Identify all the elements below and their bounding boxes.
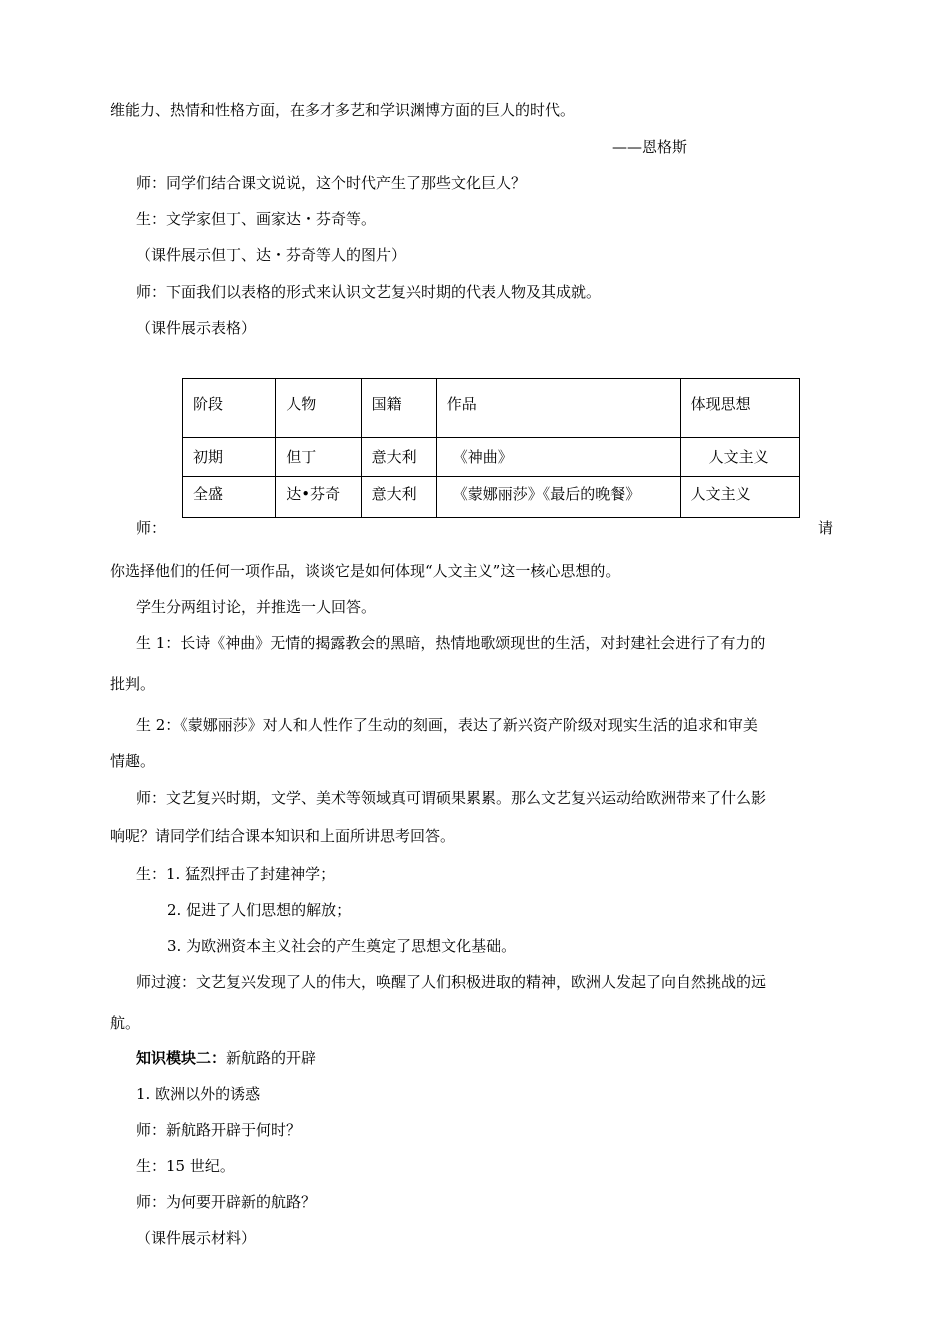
representative-works-table (182, 378, 800, 518)
table-row (183, 477, 800, 518)
dialogue-line: 师：下面我们以表格的形式来认识文艺复兴时期的代表人物及其成就。 (136, 283, 602, 301)
paragraph-line: 维能力、热情和性格方面，在多才多艺和学识渊博方面的巨人的时代。 (110, 101, 576, 119)
dialogue-line: 师：同学们结合课文说说，这个时代产生了那些文化巨人？ (136, 174, 527, 192)
dialogue-continuation: 请 (818, 519, 834, 537)
table-header-row (183, 379, 800, 438)
subsection-heading: 1. 欧洲以外的诱惑 (136, 1085, 261, 1103)
table-cell: 但丁 (276, 438, 361, 477)
section-heading-title: 新航路的开辟 (226, 1049, 317, 1067)
table-cell: 人文主义 (680, 438, 799, 477)
transition-line: 航。 (110, 1014, 141, 1032)
dialogue-line: 师：为何要开辟新的航路？ (136, 1193, 317, 1211)
table-header-cell: 作品 (436, 379, 680, 438)
answer-line: 生：15 世纪。 (136, 1157, 235, 1175)
table-cell: 初期 (183, 438, 276, 477)
stage-note: （课件展示材料） (136, 1229, 257, 1247)
table-cell: 全盛 (183, 477, 276, 518)
paragraph-line: 你选择他们的任何一项作品，谈谈它是如何体现“人文主义”这一核心思想的。 (110, 562, 621, 580)
dialogue-line: 响呢？请同学们结合课本知识和上面所讲思考回答。 (110, 827, 456, 845)
table-cell: 《神曲》 (436, 438, 680, 477)
table-cell: 人文主义 (680, 477, 799, 518)
paragraph-line: 学生分两组讨论，并推选一人回答。 (136, 598, 377, 616)
dialogue-line: 生：文学家但丁、画家达・芬奇等。 (136, 210, 377, 228)
dialogue-prefix: 师： (136, 519, 167, 537)
answer-line: 情趣。 (110, 752, 156, 770)
answer-line: 生 1：长诗《神曲》无情的揭露教会的黑暗，热情地歌颂现世的生活，对封建社会进行了有力的 (136, 634, 766, 652)
transition-line: 师过渡：文艺复兴发现了人的伟大，唤醒了人们积极进取的精神，欧洲人发起了向自然挑战的远 (136, 973, 767, 991)
table-cell: 意大利 (361, 477, 436, 518)
answer-line: 2. 促进了人们思想的解放； (167, 901, 352, 919)
table-header-cell: 国籍 (361, 379, 436, 438)
table-cell: 意大利 (361, 438, 436, 477)
section-heading-label: 知识模块二： (136, 1049, 227, 1067)
section-heading (136, 1048, 316, 1068)
table-cell: 达•芬奇 (276, 477, 361, 518)
dialogue-line: 师：新航路开辟于何时？ (136, 1121, 302, 1139)
dialogue-line: 师：文艺复兴时期，文学、美术等领域真可谓硕果累累。那么文艺复兴运动给欧洲带来了什么影 (136, 789, 767, 807)
signature-engels: ——恩格斯 (612, 138, 688, 156)
table-header-cell: 人物 (276, 379, 361, 438)
answer-line: 生：1. 猛烈抨击了封建神学； (136, 865, 336, 883)
answer-line: 3. 为欧洲资本主义社会的产生奠定了思想文化基础。 (167, 937, 517, 955)
table-header-cell: 体现思想 (680, 379, 799, 438)
stage-note: （课件展示表格） (136, 319, 257, 337)
answer-line: 生 2：《蒙娜丽莎》对人和人性作了生动的刻画，表达了新兴资产阶级对现实生活的追求和审美 (136, 716, 758, 734)
table-header-cell: 阶段 (183, 379, 276, 438)
stage-note: （课件展示但丁、达・芬奇等人的图片） (136, 246, 407, 264)
table-cell: 《蒙娜丽莎》《最后的晚餐》 (436, 477, 680, 518)
table-row (183, 438, 800, 477)
answer-line: 批判。 (110, 675, 156, 693)
